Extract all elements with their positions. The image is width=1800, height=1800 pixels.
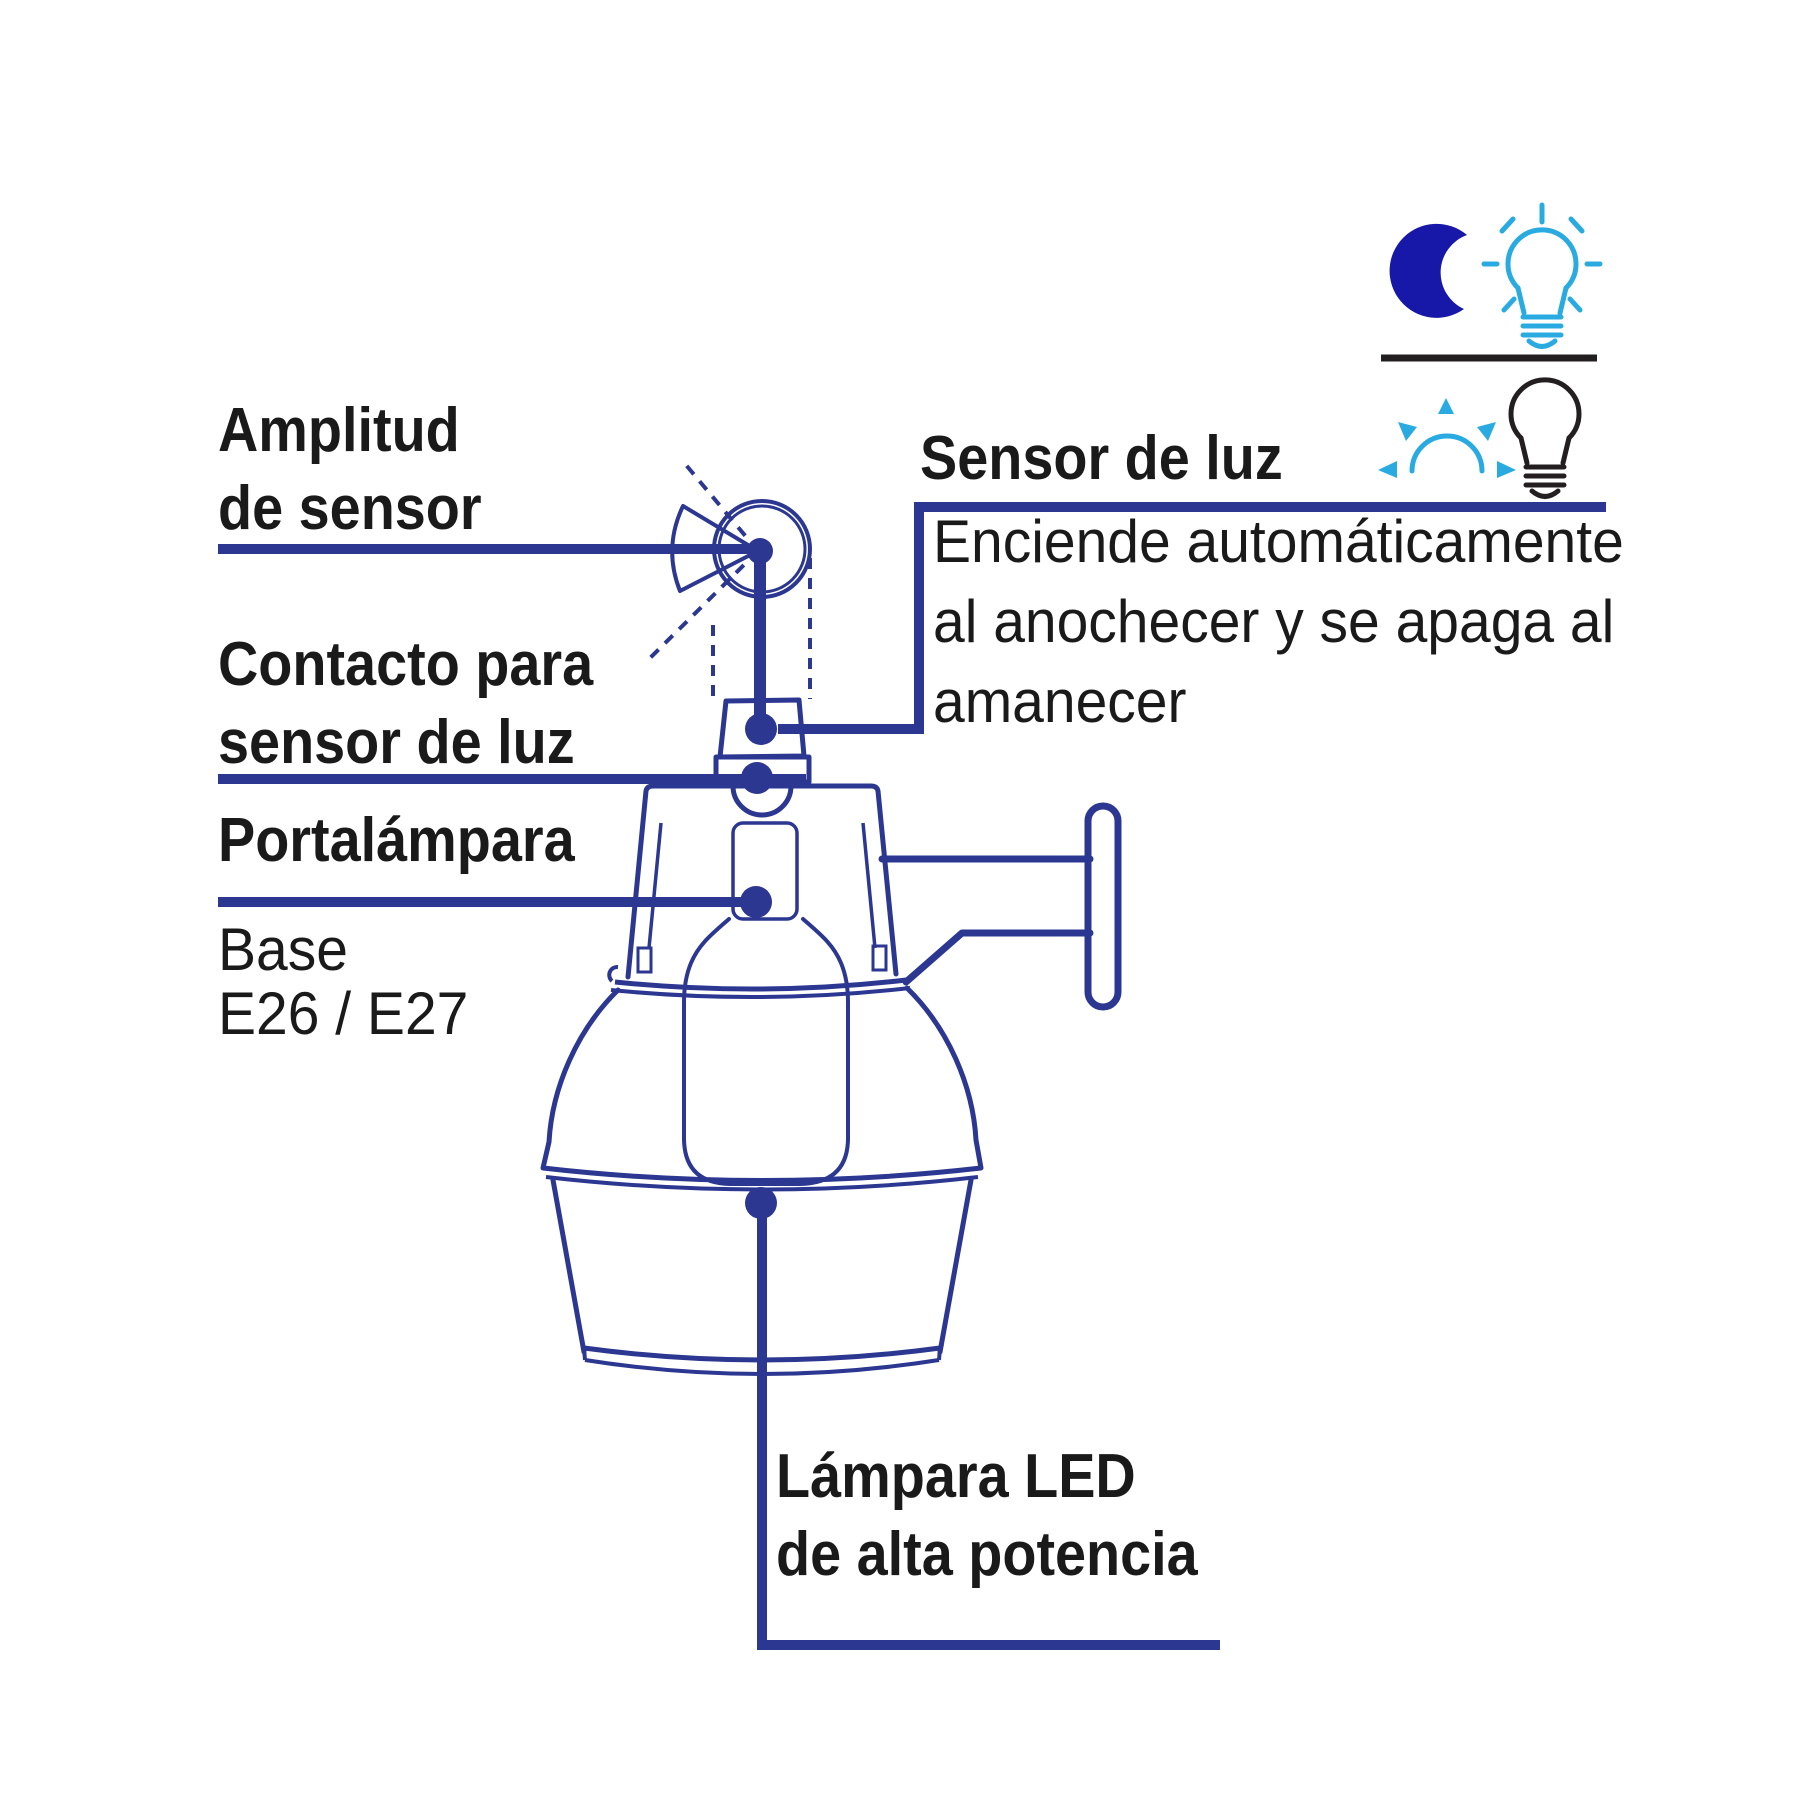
base-label-line2: E26 / E27 [218,980,469,1047]
bucket-left-outline [553,1180,584,1352]
sensor-mount [716,700,809,815]
amplitud-label-line1: Amplitud [218,396,460,465]
sensor-pivot-dot [747,538,773,564]
sensor-luz-desc-line2: al anochecer y se apaga al [933,588,1615,655]
led-bulb-outline [684,919,848,1184]
bulb-off-icon [1511,380,1579,497]
moon-icon [1390,224,1467,318]
portalampara-dot [740,886,772,918]
sunrise-icon [1378,398,1516,478]
sunrise-ray-upper-left [1398,422,1417,441]
bulb-on-base-cap [1529,341,1555,347]
mount-arm-bottom [906,933,1090,982]
sunrise-ray-left [1378,461,1397,478]
bucket-right-outline [940,1180,971,1352]
cover-slot-right [873,946,886,970]
bulb-on-icon [1484,205,1600,347]
wall-mount [882,806,1118,1007]
sensor-luz-description [933,502,1624,742]
lampara-led-label [776,1438,1198,1594]
wall-plate [1088,806,1118,1007]
mid-band-upper [543,1168,981,1181]
bulb-on-neck [1518,288,1566,313]
photocell-sensor-head [646,465,810,719]
day-night-legend [1378,205,1600,497]
sensor-luz-label-title: Sensor de luz [920,424,1283,493]
sensor-luz-dot [745,713,777,745]
top-cover-inner-left [649,823,661,948]
rim-clip-notch [609,967,618,981]
bulb-off-globe [1511,380,1579,438]
sensor-luz-label [920,420,1283,498]
contacto-dot [741,762,773,794]
base-label-line1: Base [218,916,348,983]
sensor-beam-dashed-lower [646,551,758,662]
contacto-label [218,626,593,782]
portalampara-label [218,802,575,880]
base-label [218,918,468,1046]
globe-left-outline [543,990,618,1168]
bulb-on-rays [1484,205,1600,310]
sensor-luz-desc-line3: amanecer [933,668,1187,735]
contacto-label-line1: Contacto para [218,630,594,699]
rim-arc-upper [615,980,906,989]
amplitud-label-line2: de sensor [218,474,482,543]
lampara-led-dot [745,1187,777,1219]
cover-slot-left [638,948,651,972]
bulb-off-neck [1521,438,1569,463]
globe-right-outline [907,988,981,1168]
bulb-on-globe [1508,230,1576,288]
amplitud-label [218,392,482,548]
bulb-off-base-threads [1526,467,1564,485]
portalampara-label-title: Portalámpara [218,806,575,875]
lampara-led-label-line1: Lámpara LED [776,1442,1136,1511]
sunrise-ray-top [1438,398,1454,414]
sensor-luz-desc-line1: Enciende automáticamente [933,508,1624,575]
lampara-led-label-line2: de alta potencia [776,1520,1198,1589]
bulb-off-base-cap [1532,491,1558,497]
top-cover-inner-right [863,823,875,948]
sunrise-ray-right [1497,461,1516,478]
bulb-on-base-threads [1523,317,1561,335]
sunrise-ray-upper-right [1477,422,1496,441]
sunrise-dome [1412,436,1482,471]
contacto-label-line2: sensor de luz [218,708,575,777]
